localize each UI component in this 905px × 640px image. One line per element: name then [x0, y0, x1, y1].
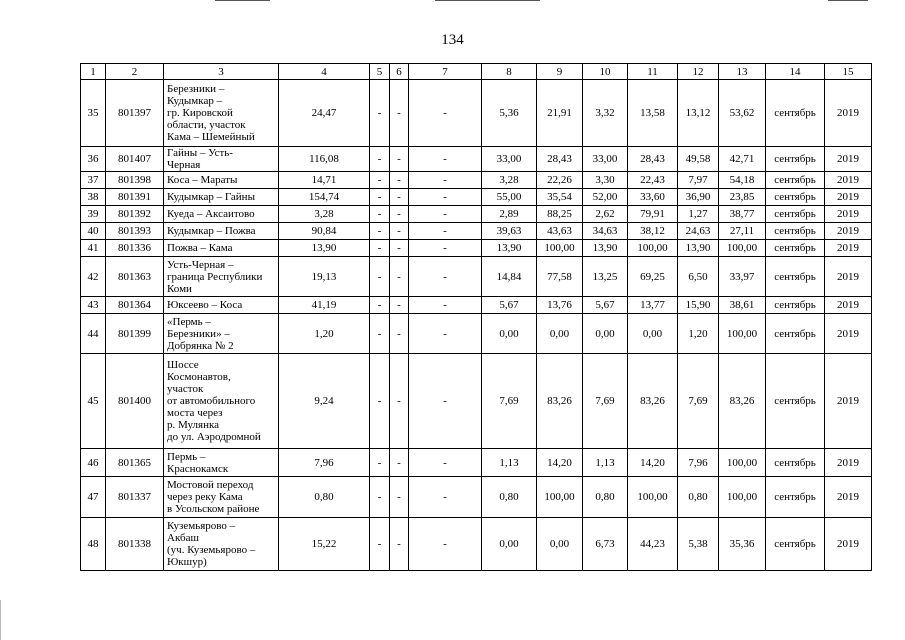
- cell-c4: 0,80: [279, 477, 370, 518]
- cell-c10: 3,30: [583, 172, 628, 189]
- road-name-cell: [164, 297, 279, 314]
- cell-c15: 2019: [825, 449, 872, 477]
- cell-c6: -: [390, 223, 409, 240]
- cell-c14: сентябрь: [766, 518, 825, 571]
- cell-c9: 100,00: [537, 477, 583, 518]
- cell-c9: 28,43: [537, 147, 583, 172]
- road-name-line: Акбаш: [167, 532, 199, 544]
- cell-c7: -: [409, 206, 482, 223]
- cell-c13: 42,71: [719, 147, 766, 172]
- cell-c10: 13,90: [583, 240, 628, 257]
- cell-c15: 2019: [825, 477, 872, 518]
- road-name-line: Куеда – Аксаитово: [167, 208, 255, 220]
- road-name-line: через реку Кама: [167, 491, 243, 503]
- top-rule-right: [828, 0, 868, 1]
- road-name-line: Пожва – Кама: [167, 242, 233, 254]
- cell-c6: -: [390, 477, 409, 518]
- cell-n: 48: [81, 518, 106, 571]
- cell-code: 801391: [106, 189, 164, 206]
- cell-c13: 38,61: [719, 297, 766, 314]
- scan-edge: [0, 600, 1, 640]
- column-header-14: 14: [766, 64, 825, 80]
- column-header-7: 7: [409, 64, 482, 80]
- cell-code: 801393: [106, 223, 164, 240]
- road-name-line: Черная: [167, 159, 201, 171]
- cell-c8: 3,28: [482, 172, 537, 189]
- road-name-line: р. Мулянка: [167, 419, 220, 431]
- cell-c13: 23,85: [719, 189, 766, 206]
- cell-c4: 24,47: [279, 80, 370, 147]
- cell-c4: 90,84: [279, 223, 370, 240]
- column-header-12: 12: [678, 64, 719, 80]
- road-name-line: Кама – Шемейный: [167, 131, 255, 143]
- road-name-cell: [164, 189, 279, 206]
- cell-c4: 13,90: [279, 240, 370, 257]
- road-name-line: Куземьярово –: [167, 520, 236, 532]
- cell-c15: 2019: [825, 172, 872, 189]
- cell-c10: 13,25: [583, 257, 628, 297]
- cell-c13: 100,00: [719, 240, 766, 257]
- table-row: [81, 354, 872, 449]
- cell-c15: 2019: [825, 257, 872, 297]
- cell-c7: -: [409, 477, 482, 518]
- cell-c10: 3,32: [583, 80, 628, 147]
- cell-c13: 83,26: [719, 354, 766, 449]
- table-body: [81, 80, 872, 571]
- cell-c5: -: [370, 257, 390, 297]
- cell-c15: 2019: [825, 354, 872, 449]
- road-name-line: Кудымкар –: [167, 95, 223, 107]
- cell-n: 39: [81, 206, 106, 223]
- cell-c14: сентябрь: [766, 257, 825, 297]
- cell-c4: 9,24: [279, 354, 370, 449]
- cell-c7: -: [409, 518, 482, 571]
- road-name-cell: [164, 314, 279, 354]
- cell-c14: сентябрь: [766, 477, 825, 518]
- cell-c14: сентябрь: [766, 189, 825, 206]
- cell-c11: 33,60: [628, 189, 678, 206]
- road-name-line: (уч. Куземьярово –: [167, 544, 256, 556]
- road-name-line: Космонавтов,: [167, 371, 231, 383]
- road-name-line: Добрянка № 2: [167, 339, 234, 352]
- cell-c4: 7,96: [279, 449, 370, 477]
- column-header-5: 5: [370, 64, 390, 80]
- road-name-cell: [164, 477, 279, 518]
- cell-n: 42: [81, 257, 106, 297]
- cell-c11: 69,25: [628, 257, 678, 297]
- cell-c5: -: [370, 80, 390, 147]
- cell-c8: 5,67: [482, 297, 537, 314]
- cell-c11: 38,12: [628, 223, 678, 240]
- column-header-4: 4: [279, 64, 370, 80]
- column-header-15: 15: [825, 64, 872, 80]
- cell-c14: сентябрь: [766, 449, 825, 477]
- road-name-line: граница Республики: [167, 270, 263, 283]
- road-name-line: Березники» –: [167, 327, 230, 340]
- cell-c9: 14,20: [537, 449, 583, 477]
- cell-c9: 43,63: [537, 223, 583, 240]
- cell-c12: 15,90: [678, 297, 719, 314]
- cell-c6: -: [390, 297, 409, 314]
- table-row: [81, 147, 872, 172]
- cell-c7: -: [409, 223, 482, 240]
- cell-c5: -: [370, 147, 390, 172]
- cell-c5: -: [370, 172, 390, 189]
- cell-c14: сентябрь: [766, 297, 825, 314]
- cell-c13: 27,11: [719, 223, 766, 240]
- cell-c12: 6,50: [678, 257, 719, 297]
- road-name-cell: [164, 449, 279, 477]
- column-header-2: 2: [106, 64, 164, 80]
- cell-c13: 100,00: [719, 314, 766, 354]
- cell-c10: 33,00: [583, 147, 628, 172]
- cell-c9: 0,00: [537, 518, 583, 571]
- road-name-cell: [164, 172, 279, 189]
- cell-c12: 7,97: [678, 172, 719, 189]
- cell-c8: 7,69: [482, 354, 537, 449]
- cell-c6: -: [390, 172, 409, 189]
- cell-c12: 0,80: [678, 477, 719, 518]
- cell-n: 45: [81, 354, 106, 449]
- cell-c6: -: [390, 257, 409, 297]
- table-row: [81, 80, 872, 147]
- cell-c13: 35,36: [719, 518, 766, 571]
- cell-c6: -: [390, 518, 409, 571]
- cell-c10: 34,63: [583, 223, 628, 240]
- cell-c12: 7,96: [678, 449, 719, 477]
- cell-c5: -: [370, 518, 390, 571]
- road-name-line: Коми: [167, 282, 192, 295]
- cell-c6: -: [390, 314, 409, 354]
- cell-code: 801407: [106, 147, 164, 172]
- cell-c12: 13,90: [678, 240, 719, 257]
- cell-c14: сентябрь: [766, 223, 825, 240]
- cell-c15: 2019: [825, 518, 872, 571]
- column-header-9: 9: [537, 64, 583, 80]
- cell-n: 47: [81, 477, 106, 518]
- cell-c8: 33,00: [482, 147, 537, 172]
- cell-c13: 100,00: [719, 477, 766, 518]
- road-name-line: Кудымкар – Гайны: [167, 191, 255, 203]
- cell-code: 801365: [106, 449, 164, 477]
- data-table: [80, 63, 872, 571]
- cell-c8: 0,00: [482, 518, 537, 571]
- cell-c14: сентябрь: [766, 206, 825, 223]
- cell-c9: 22,26: [537, 172, 583, 189]
- cell-code: 801336: [106, 240, 164, 257]
- cell-c6: -: [390, 206, 409, 223]
- cell-c10: 6,73: [583, 518, 628, 571]
- cell-c14: сентябрь: [766, 80, 825, 147]
- table-row: [81, 206, 872, 223]
- road-name-cell: [164, 206, 279, 223]
- cell-code: 801363: [106, 257, 164, 297]
- cell-c12: 13,12: [678, 80, 719, 147]
- cell-c10: 52,00: [583, 189, 628, 206]
- cell-c7: -: [409, 240, 482, 257]
- table-row: [81, 477, 872, 518]
- cell-c11: 83,26: [628, 354, 678, 449]
- cell-c11: 0,00: [628, 314, 678, 354]
- cell-c11: 22,43: [628, 172, 678, 189]
- cell-n: 44: [81, 314, 106, 354]
- cell-c10: 1,13: [583, 449, 628, 477]
- cell-c4: 15,22: [279, 518, 370, 571]
- road-name-line: Пермь –: [167, 450, 206, 463]
- cell-c5: -: [370, 189, 390, 206]
- table-row: [81, 518, 872, 571]
- road-name-line: Гайны – Усть-: [167, 147, 233, 159]
- road-name-cell: [164, 80, 279, 147]
- cell-c12: 5,38: [678, 518, 719, 571]
- road-name-line: Юксеево – Коса: [167, 299, 243, 311]
- cell-c14: сентябрь: [766, 240, 825, 257]
- cell-n: 35: [81, 80, 106, 147]
- column-header-3: 3: [164, 64, 279, 80]
- road-name-line: Березники –: [167, 83, 225, 95]
- cell-c7: -: [409, 297, 482, 314]
- cell-c4: 19,13: [279, 257, 370, 297]
- cell-c6: -: [390, 189, 409, 206]
- table-row: [81, 223, 872, 240]
- cell-n: 40: [81, 223, 106, 240]
- cell-c9: 88,25: [537, 206, 583, 223]
- cell-c9: 100,00: [537, 240, 583, 257]
- cell-c9: 83,26: [537, 354, 583, 449]
- road-name-line: от автомобильного: [167, 395, 256, 407]
- cell-c7: -: [409, 80, 482, 147]
- cell-c14: сентябрь: [766, 314, 825, 354]
- cell-c12: 7,69: [678, 354, 719, 449]
- cell-c15: 2019: [825, 314, 872, 354]
- cell-c10: 0,00: [583, 314, 628, 354]
- cell-c4: 154,74: [279, 189, 370, 206]
- top-rule-center: [435, 0, 540, 1]
- table-row: [81, 449, 872, 477]
- cell-c15: 2019: [825, 147, 872, 172]
- cell-c10: 0,80: [583, 477, 628, 518]
- column-header-13: 13: [719, 64, 766, 80]
- cell-c10: 5,67: [583, 297, 628, 314]
- cell-c11: 79,91: [628, 206, 678, 223]
- cell-c4: 41,19: [279, 297, 370, 314]
- cell-n: 38: [81, 189, 106, 206]
- cell-c5: -: [370, 206, 390, 223]
- cell-n: 41: [81, 240, 106, 257]
- cell-c12: 1,27: [678, 206, 719, 223]
- cell-c15: 2019: [825, 80, 872, 147]
- road-name-line: Кудымкар – Пожва: [167, 225, 256, 237]
- cell-c7: -: [409, 257, 482, 297]
- cell-c8: 14,84: [482, 257, 537, 297]
- cell-c4: 14,71: [279, 172, 370, 189]
- cell-c12: 36,90: [678, 189, 719, 206]
- cell-c6: -: [390, 80, 409, 147]
- cell-c13: 38,77: [719, 206, 766, 223]
- top-rule-left: [215, 0, 270, 1]
- cell-c11: 13,77: [628, 297, 678, 314]
- cell-c15: 2019: [825, 297, 872, 314]
- cell-code: 801398: [106, 172, 164, 189]
- cell-c14: сентябрь: [766, 172, 825, 189]
- cell-code: 801397: [106, 80, 164, 147]
- cell-c8: 55,00: [482, 189, 537, 206]
- cell-c8: 0,00: [482, 314, 537, 354]
- cell-c13: 33,97: [719, 257, 766, 297]
- road-name-line: Краснокамск: [167, 462, 229, 475]
- cell-c4: 3,28: [279, 206, 370, 223]
- table-row: [81, 240, 872, 257]
- cell-n: 46: [81, 449, 106, 477]
- cell-n: 36: [81, 147, 106, 172]
- cell-n: 43: [81, 297, 106, 314]
- cell-c9: 13,76: [537, 297, 583, 314]
- road-name-line: Юкшур): [167, 556, 207, 568]
- cell-c9: 0,00: [537, 314, 583, 354]
- cell-code: 801399: [106, 314, 164, 354]
- cell-c6: -: [390, 240, 409, 257]
- cell-c7: -: [409, 189, 482, 206]
- cell-code: 801337: [106, 477, 164, 518]
- cell-c12: 24,63: [678, 223, 719, 240]
- road-name-line: «Пермь –: [167, 315, 211, 328]
- cell-c6: -: [390, 147, 409, 172]
- road-name-line: участок: [167, 383, 204, 395]
- cell-code: 801364: [106, 297, 164, 314]
- table-row: [81, 297, 872, 314]
- cell-c11: 100,00: [628, 477, 678, 518]
- cell-c5: -: [370, 354, 390, 449]
- road-name-cell: [164, 223, 279, 240]
- cell-c10: 2,62: [583, 206, 628, 223]
- cell-c11: 14,20: [628, 449, 678, 477]
- cell-c10: 7,69: [583, 354, 628, 449]
- cell-c8: 2,89: [482, 206, 537, 223]
- cell-c11: 100,00: [628, 240, 678, 257]
- road-name-cell: [164, 240, 279, 257]
- cell-code: 801392: [106, 206, 164, 223]
- road-name-line: области, участок: [167, 119, 246, 131]
- column-header-11: 11: [628, 64, 678, 80]
- cell-c15: 2019: [825, 189, 872, 206]
- cell-c15: 2019: [825, 223, 872, 240]
- road-name-cell: [164, 257, 279, 297]
- cell-c5: -: [370, 314, 390, 354]
- road-name-cell: [164, 147, 279, 172]
- column-header-10: 10: [583, 64, 628, 80]
- road-name-cell: [164, 518, 279, 571]
- cell-c6: -: [390, 354, 409, 449]
- cell-c5: -: [370, 240, 390, 257]
- cell-c11: 44,23: [628, 518, 678, 571]
- cell-c7: -: [409, 354, 482, 449]
- cell-c14: сентябрь: [766, 354, 825, 449]
- table-row: [81, 189, 872, 206]
- road-name-line: Усть-Черная –: [167, 258, 234, 271]
- table-row: [81, 314, 872, 354]
- cell-c9: 21,91: [537, 80, 583, 147]
- road-name-line: гр. Кировской: [167, 107, 233, 119]
- cell-n: 37: [81, 172, 106, 189]
- road-name-cell: [164, 354, 279, 449]
- cell-c8: 5,36: [482, 80, 537, 147]
- column-header-6: 6: [390, 64, 409, 80]
- cell-c8: 39,63: [482, 223, 537, 240]
- cell-c11: 28,43: [628, 147, 678, 172]
- cell-c7: -: [409, 147, 482, 172]
- cell-c7: -: [409, 172, 482, 189]
- cell-c12: 49,58: [678, 147, 719, 172]
- cell-c7: -: [409, 314, 482, 354]
- cell-code: 801400: [106, 354, 164, 449]
- table-row: [81, 257, 872, 297]
- cell-c13: 54,18: [719, 172, 766, 189]
- column-header-8: 8: [482, 64, 537, 80]
- cell-c14: сентябрь: [766, 147, 825, 172]
- page-number: 134: [441, 32, 464, 48]
- cell-c6: -: [390, 449, 409, 477]
- road-name-line: Мостовой переход: [167, 479, 254, 491]
- road-name-line: до ул. Аэродромной: [167, 431, 261, 443]
- road-name-line: Шоссе: [167, 359, 199, 371]
- cell-c8: 0,80: [482, 477, 537, 518]
- table-row: [81, 172, 872, 189]
- header-row: [81, 64, 872, 80]
- cell-c9: 35,54: [537, 189, 583, 206]
- cell-c13: 100,00: [719, 449, 766, 477]
- cell-c5: -: [370, 297, 390, 314]
- cell-c5: -: [370, 477, 390, 518]
- cell-c7: -: [409, 449, 482, 477]
- cell-c5: -: [370, 223, 390, 240]
- cell-c9: 77,58: [537, 257, 583, 297]
- road-name-line: в Усольском районе: [167, 503, 260, 515]
- cell-c8: 1,13: [482, 449, 537, 477]
- road-name-line: моста через: [167, 407, 223, 419]
- cell-c5: -: [370, 449, 390, 477]
- cell-c8: 13,90: [482, 240, 537, 257]
- cell-c13: 53,62: [719, 80, 766, 147]
- road-name-line: Коса – Мараты: [167, 174, 238, 186]
- cell-c15: 2019: [825, 206, 872, 223]
- cell-c15: 2019: [825, 240, 872, 257]
- cell-code: 801338: [106, 518, 164, 571]
- cell-c11: 13,58: [628, 80, 678, 147]
- cell-c4: 1,20: [279, 314, 370, 354]
- cell-c12: 1,20: [678, 314, 719, 354]
- cell-c4: 116,08: [279, 147, 370, 172]
- column-header-1: 1: [81, 64, 106, 80]
